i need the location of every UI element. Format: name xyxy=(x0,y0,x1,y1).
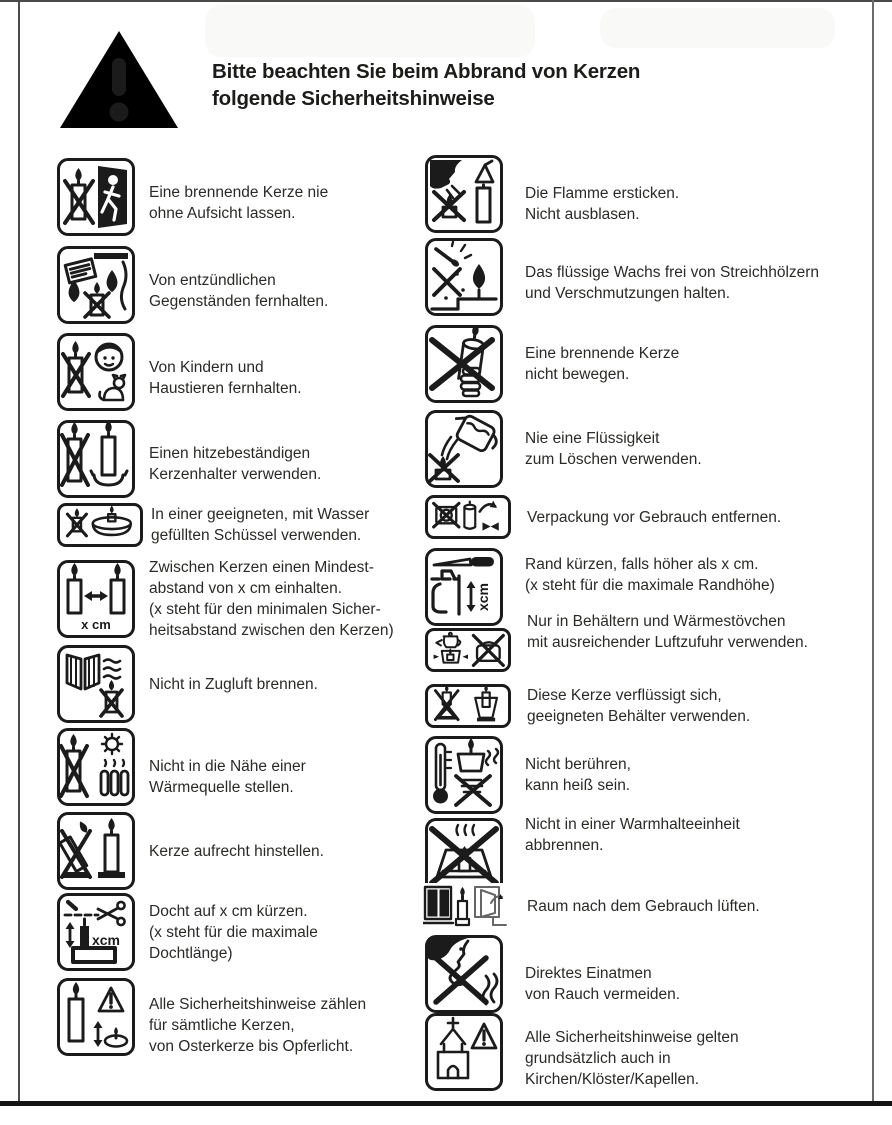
page-border-left xyxy=(18,0,20,1103)
scan-smudge xyxy=(600,8,835,48)
page-border-top xyxy=(0,0,892,2)
safety-item xyxy=(57,333,302,411)
do-not-touch-hot-icon xyxy=(425,736,503,814)
no-liquid-extinguish-icon xyxy=(425,410,503,488)
item-text: Nie eine Flüssigkeit zum Löschen verwenden. xyxy=(525,430,702,468)
page-border-bottom xyxy=(0,1101,892,1106)
no-heat-source-icon xyxy=(57,728,135,806)
item-text: Nicht in die Nähe einer Wärmequelle stellen. xyxy=(149,758,306,796)
safety-item xyxy=(425,613,808,672)
safety-item xyxy=(425,1013,739,1091)
svg-text:xcm: xcm xyxy=(475,582,491,612)
safety-item xyxy=(425,238,819,316)
item-text: Eine brennende Kerze nicht bewegen. xyxy=(525,345,680,383)
item-text: Einen hitzebeständigen Kerzenhalter verwenden. xyxy=(149,445,322,483)
safety-item xyxy=(57,728,306,806)
heatproof-holder-icon xyxy=(57,420,135,498)
item-text: Diese Kerze verflüssigt sich, geeigneten Behälter verwenden. xyxy=(527,687,751,725)
clean-wax-icon xyxy=(425,238,503,316)
safety-item xyxy=(57,158,328,236)
safety-item xyxy=(425,155,679,233)
smother-flame-icon xyxy=(425,155,503,233)
do-not-move-icon xyxy=(425,325,503,403)
safety-item xyxy=(425,935,680,1013)
candle-distance-icon xyxy=(57,560,135,638)
unattended-candle-icon xyxy=(57,158,135,236)
scan-smudge xyxy=(205,5,535,57)
item-text: Kerze aufrecht hinstellen. xyxy=(149,842,324,860)
safety-item xyxy=(57,645,318,723)
ventilate-room-icon xyxy=(423,883,511,929)
item-text: Alle Sicherheitshinweise zählen für sämtliche Kerzen, von Osterkerze bis Opferlicht. xyxy=(149,995,367,1055)
svg-text:x cm: x cm xyxy=(81,617,111,632)
page-border-right xyxy=(872,0,874,1103)
item-text: Nur in Behältern und Wärmestövchen mit ausreichender Luftzufuhr verwenden. xyxy=(527,613,808,651)
liquefying-candle-icon xyxy=(425,684,511,728)
no-draft-icon xyxy=(57,645,135,723)
no-smoke-inhaling-icon xyxy=(425,935,503,1013)
item-text: Nicht in einer Warmhalteeinheit abbrennen. xyxy=(525,816,740,854)
church-use-icon xyxy=(425,1013,503,1091)
children-pets-icon xyxy=(57,333,135,411)
safety-item xyxy=(57,420,321,498)
safety-item xyxy=(57,893,318,971)
safety-item xyxy=(57,812,324,890)
safety-item xyxy=(425,410,702,488)
item-text: Rand kürzen, falls höher als x cm. (x steht für die maximale Randhöhe) xyxy=(525,556,775,594)
item-text: Alle Sicherheitshinweise gelten grundsätzlich auch in Kirchen/Klöster/Kapellen. xyxy=(525,1028,739,1088)
item-text: In einer geeigneten, mit Wasser gefüllten Schüssel verwenden. xyxy=(151,506,370,544)
trim-rim-icon xyxy=(425,548,503,626)
all-candle-types-icon xyxy=(57,978,135,1056)
safety-item xyxy=(57,557,394,641)
item-text: Nicht berühren, kann heiß sein. xyxy=(525,756,631,794)
item-text: Eine brennende Kerze nie ohne Aufsicht lassen. xyxy=(149,184,329,222)
page-title: Bitte beachten Sie beim Abbrand von Kerzen folgende Sicherheitshinweise xyxy=(212,60,641,110)
item-text: Raum nach dem Gebrauch lüften. xyxy=(527,897,760,915)
item-text: Nicht in Zugluft brennen. xyxy=(149,675,318,693)
safety-item xyxy=(425,684,750,728)
item-text: Die Flamme ersticken. Nicht ausblasen. xyxy=(525,185,680,223)
warning-triangle-icon xyxy=(53,24,185,141)
item-text: Docht auf x cm kürzen. (x steht für die maximale Dochtlänge) xyxy=(149,902,318,962)
item-text: Von entzündlichen Gegenständen fernhalten. xyxy=(149,272,329,310)
upright-candle-icon xyxy=(57,812,135,890)
safety-item xyxy=(423,883,760,929)
remove-packaging-icon xyxy=(425,495,511,539)
item-text: Das flüssige Wachs frei von Streichhölzern und Verschmutzungen halten. xyxy=(525,264,820,302)
safety-item xyxy=(57,978,366,1056)
trim-wick-icon xyxy=(57,893,135,971)
item-text: Von Kindern und Haustieren fernhalten. xyxy=(149,359,302,397)
safety-item xyxy=(57,246,328,324)
water-bowl-icon xyxy=(57,503,143,547)
safety-item xyxy=(425,736,631,814)
safety-item xyxy=(425,495,781,539)
safety-item xyxy=(57,503,369,547)
flammable-objects-icon xyxy=(57,246,135,324)
item-text: Direktes Einatmen von Rauch vermeiden. xyxy=(525,965,681,1003)
safety-item xyxy=(425,325,679,403)
svg-text:xcm: xcm xyxy=(91,932,121,948)
item-text: Zwischen Kerzen einen Mindest- abstand von x cm einhalten. (x steht für den minimalen Sicher- heitsabstand zwischen den Kerzen) xyxy=(149,559,394,639)
ventilated-container-icon xyxy=(425,628,511,672)
item-text: Verpackung vor Gebrauch entfernen. xyxy=(527,508,782,526)
